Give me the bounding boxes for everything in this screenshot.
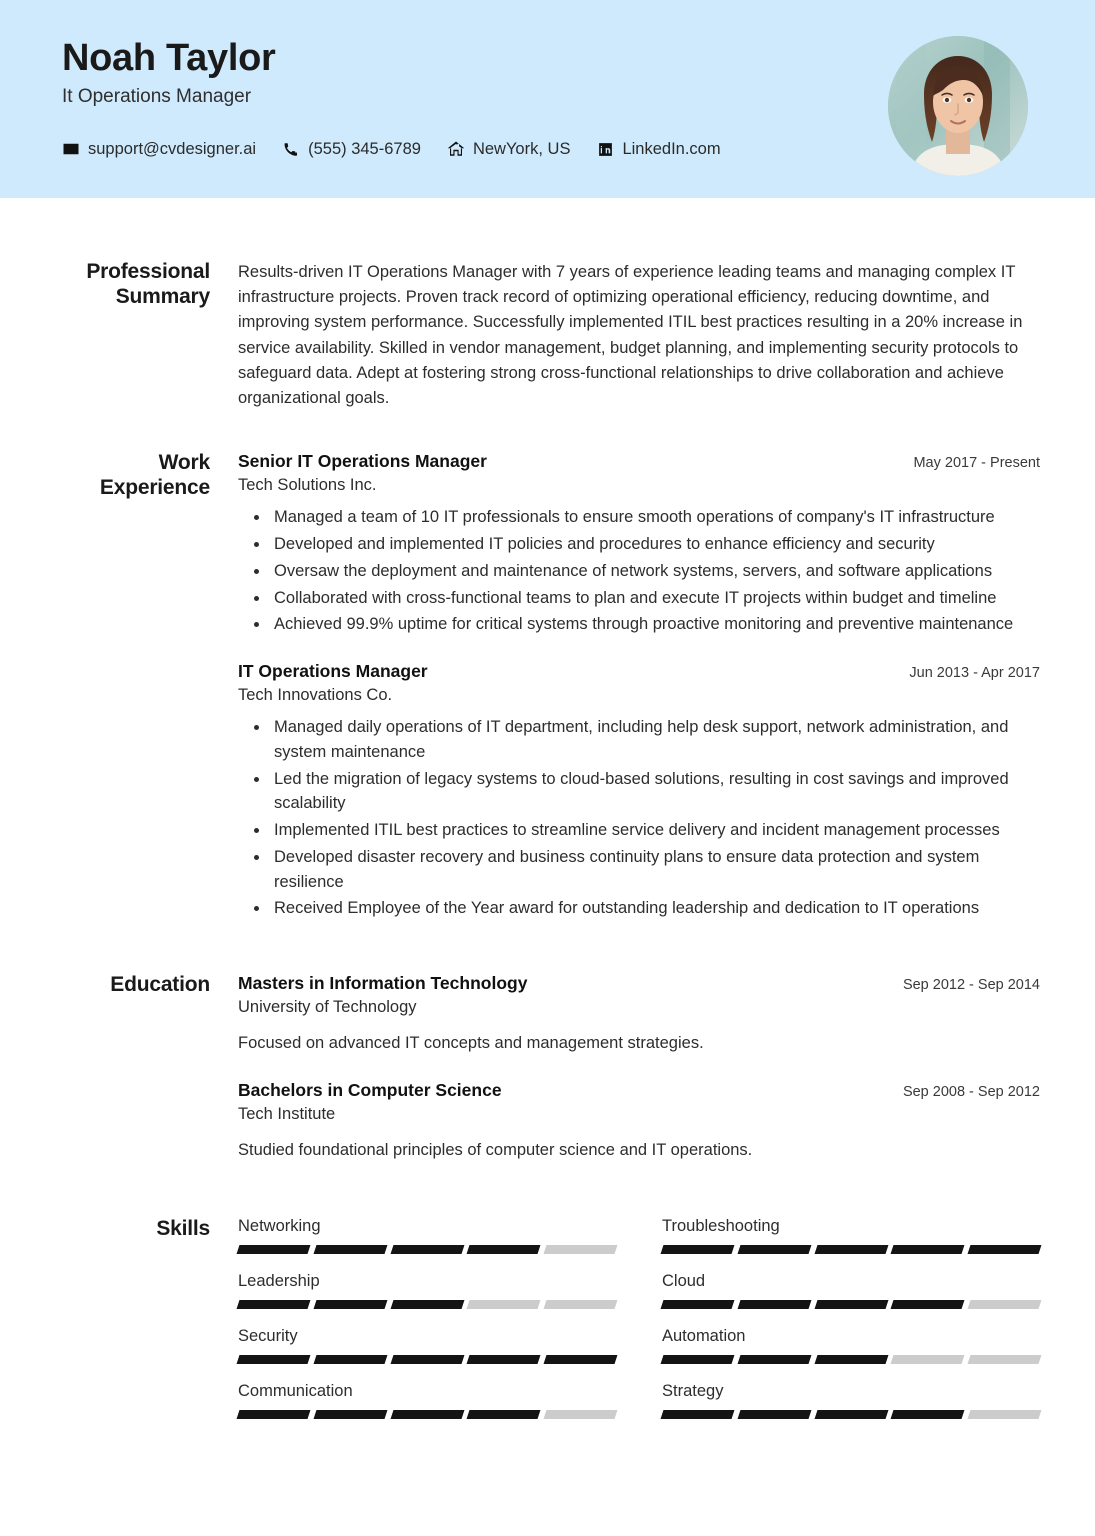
skill-level-segment [968,1300,1042,1309]
contact-linkedin[interactable] [596,140,720,159]
education-entry-title: Bachelors in Computer Science [238,1079,502,1100]
section-education [62,973,1040,1167]
skill-level-segment [467,1355,541,1364]
contact-location[interactable] [447,140,571,159]
education-entry-organization: Tech Institute [238,1104,336,1123]
skill-level-bar [662,1245,1040,1254]
skill-item [662,1272,1040,1327]
work-entry [238,661,1040,921]
education-entry [238,973,1040,1056]
skill-level-segment [237,1355,311,1364]
skill-item [238,1217,616,1272]
skill-level-segment [661,1355,735,1364]
skill-level-segment [544,1355,618,1364]
work-entry-organization: Tech Solutions Inc. [238,476,377,495]
education-entry-date: Sep 2008 - Sep 2012 [902,1083,1040,1100]
list-item: Oversaw the deployment and maintenance of network systems, servers, and software applications [274,559,1040,584]
skill-name: Security [238,1326,298,1345]
work-entry-bullets [238,505,1040,637]
list-item: Developed and implemented IT policies and procedures to enhance efficiency and security [274,532,1040,557]
skill-level-bar [238,1300,616,1309]
skill-level-segment [891,1245,965,1254]
list-item: Managed daily operations of IT department, including help desk support, network administration, and system maintenance [274,715,1040,765]
list-item: Led the migration of legacy systems to cloud-based solutions, resulting in cost savings and improved scalability [274,767,1040,817]
skill-level-segment [313,1355,387,1364]
skill-level-segment [661,1245,735,1254]
skill-level-segment [390,1410,464,1419]
education-entry-organization: University of Technology [238,998,417,1017]
work-entry-date: May 2017 - Present [913,455,1040,472]
skill-item [238,1272,616,1327]
work-entry-date: Jun 2013 - Apr 2017 [909,665,1040,682]
skill-name: Communication [238,1381,353,1400]
skill-item [662,1382,1040,1437]
summary-text: Results-driven IT Operations Manager with 7 years of experience leading teams and managing complex IT infrastructure projects. Proven track record of optimizing operational efficiency, reducing downtime, and improving system performance. Successfully implemented ITIL best practices resulting in a 20% increase in service availability. Skilled in vendor management, budget planning, and implementing security protocols to safeguard data. Adept at fostering strong cross-functional relationships to drive collaboration and achieve organizational goals. [238,263,1023,408]
skill-level-bar [662,1410,1040,1419]
resume-header [0,0,1095,198]
skill-level-segment [313,1410,387,1419]
skill-level-segment [814,1355,888,1364]
skill-level-segment [661,1300,735,1309]
skill-level-segment [737,1300,811,1309]
skill-level-bar [238,1245,616,1254]
page-title: Noah Taylor [62,37,276,79]
list-item: Managed a team of 10 IT professionals to ensure smooth operations of company's IT infrastructure [274,505,1040,530]
skill-level-segment [891,1355,965,1364]
skill-item [662,1327,1040,1382]
skill-name: Troubleshooting [662,1216,780,1235]
list-item: Collaborated with cross-functional teams to plan and execute IT projects within budget and timeline [274,586,1040,611]
skill-level-segment [313,1245,387,1254]
phone-icon [282,140,300,158]
resume-content [0,260,1095,1437]
skill-level-segment [390,1245,464,1254]
skill-level-segment [467,1300,541,1309]
identity-block [62,34,721,159]
email-icon [62,140,80,158]
skill-level-bar [662,1300,1040,1309]
list-item: Developed disaster recovery and business continuity plans to ensure data protection and system resilience [274,845,1040,895]
education-entry-date: Sep 2012 - Sep 2014 [902,977,1040,994]
skill-level-segment [390,1355,464,1364]
skill-item [662,1217,1040,1272]
education-entry [238,1080,1040,1163]
skill-level-segment [237,1410,311,1419]
linkedin-icon [596,140,614,158]
skill-name: Cloud [662,1271,706,1290]
section-label-skills: Skills [156,1216,210,1240]
skill-level-segment [467,1245,541,1254]
skill-level-segment [237,1300,311,1309]
contact-email-label: support@cvdesigner.ai [88,139,257,158]
section-label-work: Work Experience [99,451,210,500]
section-professional-summary [62,260,1040,411]
skill-level-segment [544,1300,618,1309]
education-entry-title: Masters in Information Technology [238,973,528,994]
skill-level-bar [238,1355,616,1364]
skill-name: Leadership [238,1271,320,1290]
contact-linkedin-label: LinkedIn.com [622,139,721,158]
skill-level-segment [968,1410,1042,1419]
skill-level-segment [390,1300,464,1309]
home-icon [447,140,465,158]
skill-level-segment [814,1300,888,1309]
work-entry-title: Senior IT Operations Manager [238,451,487,472]
list-item: Received Employee of the Year award for outstanding leadership and dedication to IT operations [274,896,1040,921]
education-entry-description: Focused on advanced IT concepts and management strategies. [238,1034,704,1053]
avatar [888,36,1028,176]
section-label-summary: Professional Summary [86,260,210,308]
section-label-education: Education [110,973,210,997]
skill-name: Strategy [662,1381,724,1400]
skill-level-bar [238,1410,616,1419]
skill-level-segment [814,1245,888,1254]
list-item: Achieved 99.9% uptime for critical systems through proactive monitoring and preventive maintenance [274,612,1040,637]
section-work-experience [62,451,1040,925]
section-skills [62,1217,1040,1437]
contact-phone[interactable] [282,140,421,159]
education-entry-description: Studied foundational principles of computer science and IT operations. [238,1140,753,1159]
skill-level-segment [891,1410,965,1419]
skill-level-segment [814,1410,888,1419]
skill-name: Networking [238,1216,321,1235]
skill-level-segment [237,1245,311,1254]
list-item: Implemented ITIL best practices to streamline service delivery and incident management processes [274,818,1040,843]
skill-level-segment [467,1410,541,1419]
skill-level-segment [661,1410,735,1419]
skills-grid [238,1217,1040,1437]
skill-level-segment [737,1410,811,1419]
skill-level-segment [968,1245,1042,1254]
skill-level-segment [737,1245,811,1254]
work-entry-bullets [238,715,1040,921]
skill-level-segment [891,1300,965,1309]
work-entry-title: IT Operations Manager [238,661,428,682]
skill-level-segment [737,1355,811,1364]
job-title: It Operations Manager [62,85,252,107]
work-entry-organization: Tech Innovations Co. [238,686,393,705]
skill-name: Automation [662,1326,746,1345]
contact-phone-label: (555) 345-6789 [308,139,421,158]
contact-location-label: NewYork, US [472,139,571,158]
contact-row [62,140,721,159]
skill-level-segment [544,1245,618,1254]
contact-email[interactable] [62,140,256,159]
skill-level-bar [662,1355,1040,1364]
skill-item [238,1382,616,1437]
skill-level-segment [968,1355,1042,1364]
skill-level-segment [313,1300,387,1309]
skill-level-segment [544,1410,618,1419]
skill-item [238,1327,616,1382]
work-entry [238,451,1040,637]
